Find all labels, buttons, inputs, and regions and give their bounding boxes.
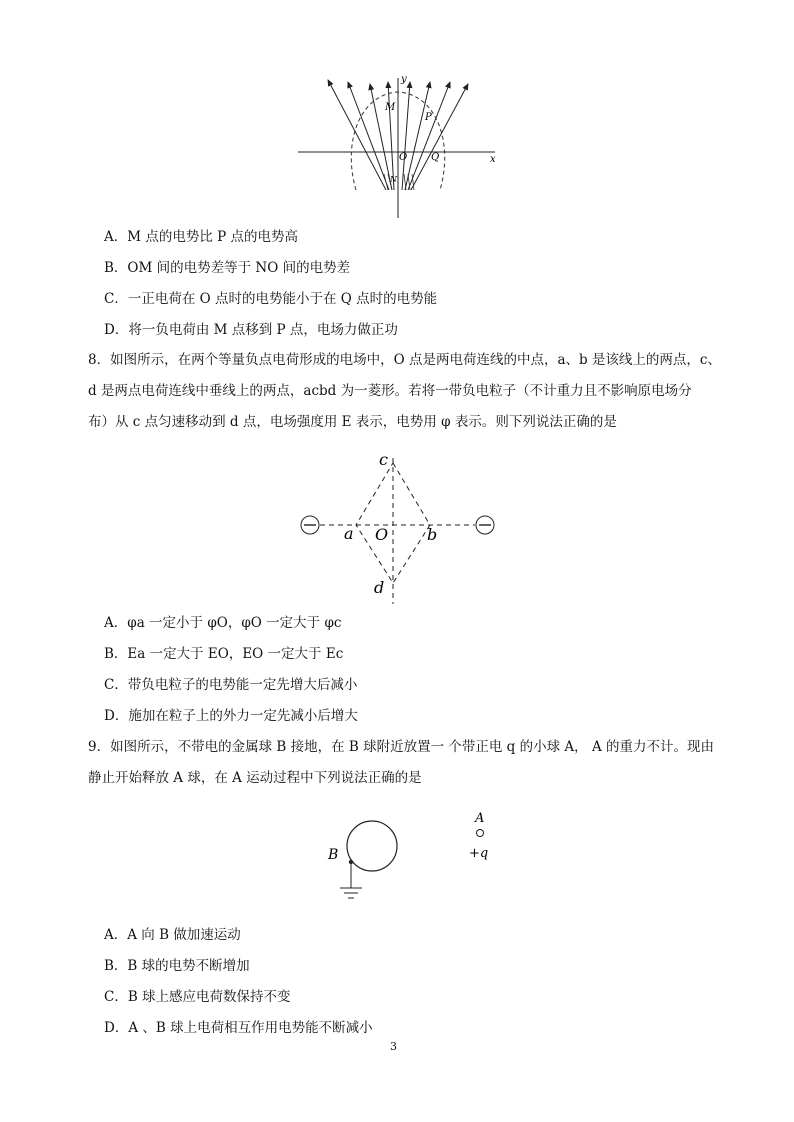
q8-option-d: D．施加在粒子上的外力一定先减小后增大 bbox=[104, 708, 358, 724]
point-o-label: O bbox=[375, 525, 389, 544]
q9-option-d: D．A 、B 球上电荷相互作用电势能不断减小 bbox=[104, 1020, 373, 1036]
sphere-b-label: B bbox=[328, 847, 339, 863]
q8-option-b: B．Ea 一定大于 EO，EO 一定大于 Ec bbox=[104, 646, 344, 662]
q9-option-c: C．B 球上感应电荷数保持不变 bbox=[104, 989, 291, 1005]
q7-option-d: D．将一负电荷由 M 点移到 P 点，电场力做正功 bbox=[104, 322, 398, 338]
point-n-label: N bbox=[390, 175, 397, 184]
point-p-label: P bbox=[425, 112, 432, 123]
rhombus-charges-figure bbox=[290, 448, 505, 606]
sphere-b bbox=[347, 821, 397, 871]
q8-option-a: A．φa 一定小于 φO，φO 一定大于 φc bbox=[104, 615, 342, 631]
q9-line-2: 静止开始释放 A 球，在 A 运动过程中下列说法正确的是 bbox=[88, 770, 422, 786]
charge-q-label: +q bbox=[469, 846, 489, 861]
point-m-label: M bbox=[385, 102, 396, 113]
charge-a-label: A bbox=[475, 811, 485, 826]
q7-option-a: A．M 点的电势比 P 点的电势高 bbox=[104, 229, 299, 245]
x-axis-label: x bbox=[490, 154, 496, 165]
q8-question bbox=[88, 345, 721, 438]
q9-line-1: 9．如图所示，不带电的金属球 B 接地，在 B 球附近放置一 个带正电 q 的小球 A， A 的重力不计。现由 bbox=[88, 739, 714, 755]
y-axis-label: y bbox=[401, 74, 407, 85]
q9-option-b: B．B 球的电势不断增加 bbox=[104, 958, 250, 974]
point-a-label: a bbox=[344, 524, 354, 543]
point-b-label: b bbox=[427, 525, 438, 544]
grounded-sphere-figure bbox=[320, 808, 500, 908]
q8-line-1: 8．如图所示，在两个等量负点电荷形成的电场中，O 点是两电荷连线的中点，a、b 是该线上的两点，c、 bbox=[88, 352, 721, 368]
q8-line-2: d 是两点电荷连线中垂线上的两点，acbd 为一菱形。若将一带负电粒子（不计重力且不影响原电场分 bbox=[88, 383, 692, 399]
point-c-label: c bbox=[379, 450, 388, 469]
q8-option-c: C．带负电粒子的电势能一定先增大后减小 bbox=[104, 677, 358, 693]
field-lines-figure bbox=[290, 72, 505, 222]
point-o-label: O bbox=[399, 152, 408, 163]
q8-line-3: 布）从 c 点匀速移动到 d 点，电场强度用 E 表示，电势用 φ 表示。则下列说法正确的是 bbox=[88, 414, 617, 430]
q9-option-a: A．A 向 B 做加速运动 bbox=[104, 927, 241, 943]
page-number: 3 bbox=[390, 1040, 397, 1053]
q9-question bbox=[88, 732, 714, 794]
point-d-label: d bbox=[374, 578, 385, 597]
q7-option-c: C．一正电荷在 O 点时的电势能小于在 Q 点时的电势能 bbox=[104, 291, 438, 307]
charge-a bbox=[477, 830, 484, 837]
point-q-label: Q bbox=[431, 152, 440, 163]
q7-option-b: B．OM 间的电势差等于 NO 间的电势差 bbox=[104, 260, 351, 276]
